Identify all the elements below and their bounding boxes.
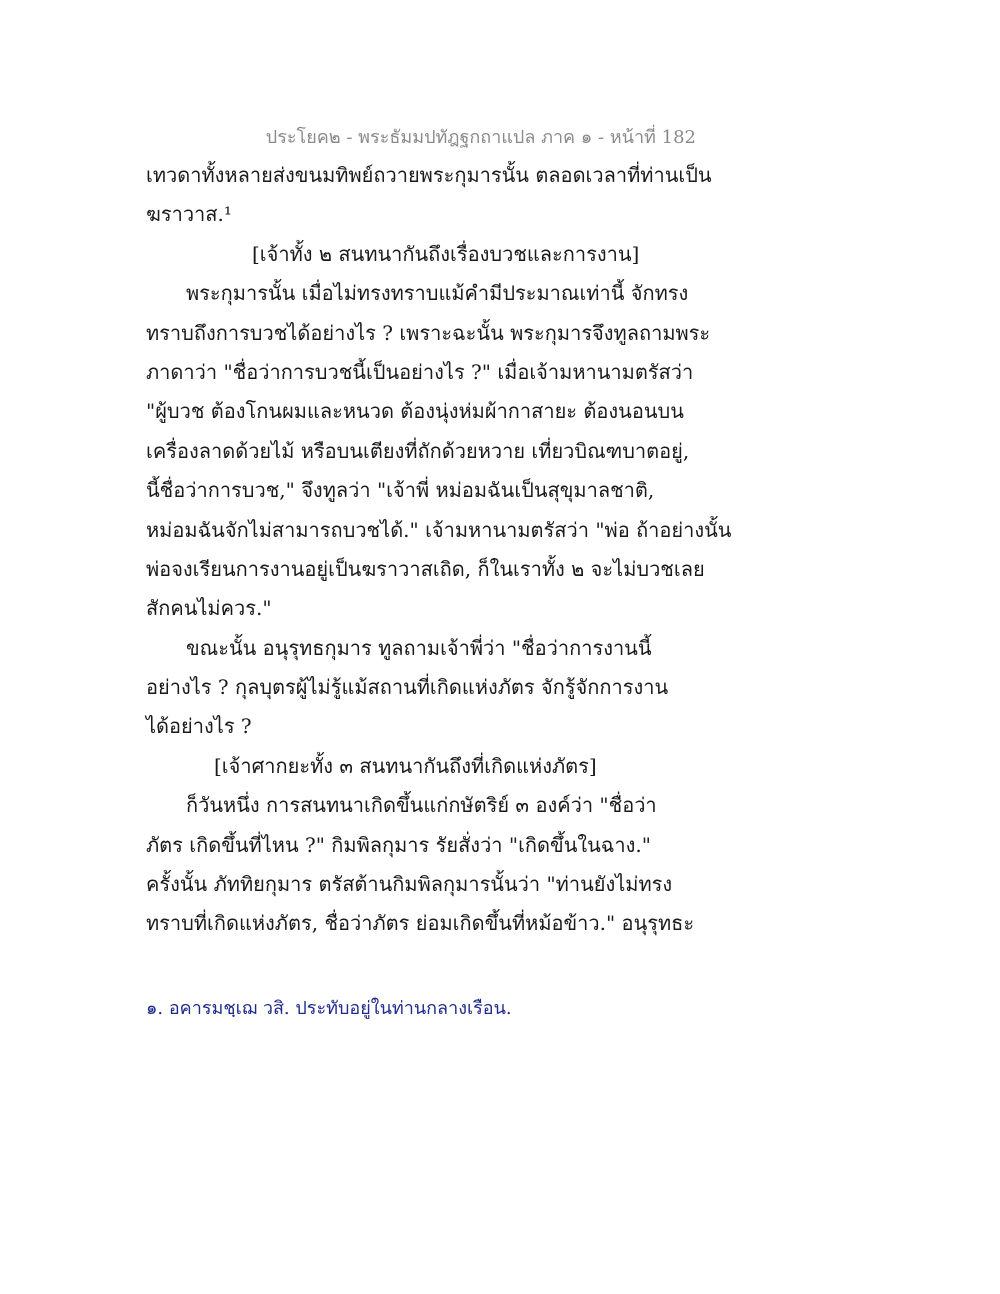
text-line: ได้อย่างไร ? — [146, 714, 252, 739]
body-text — [146, 156, 732, 944]
section-heading: [เจ้าทั้ง ๒ สนทนากันถึงเรื่องบวชและการงาน] — [252, 241, 640, 266]
section-heading: [เจ้าศากยะทั้ง ๓ สนทนากันถึงที่เกิดแห่งภัตร] — [214, 753, 597, 778]
text-line: ทราบที่เกิดแห่งภัตร, ชื่อว่าภัตร ย่อมเกิดขึ้นที่หม้อข้าว." อนุรุทธะ — [146, 911, 695, 936]
text-line: ภาดาว่า "ชื่อว่าการบวชนี้เป็นอย่างไร ?" เมื่อเจ้ามหานามตรัสว่า — [146, 359, 694, 384]
text-line: ฆราวาส.¹ — [146, 202, 232, 227]
text-line: หม่อมฉันจักไม่สามารถบวชได้." เจ้ามหานามตรัสว่า "พ่อ ถ้าอย่างนั้น — [146, 517, 732, 542]
paragraph-start: พระกุมารนั้น เมื่อไม่ทรงทราบแม้คำมีประมาณเท่านี้ จักทรง — [186, 281, 689, 306]
text-line: ภัตร เกิดขึ้นที่ไหน ?" กิมพิลกุมาร รัยสั่งว่า "เกิดขึ้นในฉาง." — [146, 832, 651, 857]
text-line: เทวดาทั้งหลายส่งขนมทิพย์ถวายพระกุมารนั้น ตลอดเวลาที่ท่านเป็น — [146, 163, 712, 187]
text-line: อย่างไร ? กุลบุตรผู้ไม่รู้แม้สถานที่เกิดแห่งภัตร จักรู้จักการงาน — [146, 675, 669, 700]
paragraph-start: ขณะนั้น อนุรุทธกุมาร ทูลถามเจ้าพี่ว่า "ชื่อว่าการงานนี้ — [186, 635, 652, 660]
footnote: ๑. อคารมชฺเฌ วสิ. ประทับอยู่ในท่านกลางเรือน. — [146, 998, 512, 1019]
paragraph-start: ก็วันหนึ่ง การสนทนาเกิดขึ้นแก่กษัตริย์ ๓ องค์ว่า "ชื่อว่า — [186, 793, 657, 818]
text-line: เครื่องลาดด้วยไม้ หรือบนเตียงที่ถักด้วยหวาย เที่ยวบิณฑบาตอยู่, — [146, 438, 690, 463]
text-line: พ่อจงเรียนการงานอยู่เป็นฆราวาสเถิด, ก็ในเราทั้ง ๒ จะไม่บวชเลย — [146, 556, 705, 581]
page-header: ประโยค๒ - พระธัมมปทัฎฐกถาแปล ภาค ๑ - หน้าที่ 182 — [265, 127, 696, 148]
text-line: "ผู้บวช ต้องโกนผมและหนวด ต้องนุ่งห่มผ้ากาสายะ ต้องนอนบน — [146, 399, 684, 424]
text-line: ทราบถึงการบวชได้อย่างไร ? เพราะฉะนั้น พระกุมารจึงทูลถามพระ — [146, 320, 711, 345]
text-line: ครั้งนั้น ภัททิยกุมาร ตรัสต้านกิมพิลกุมารนั้นว่า "ท่านยังไม่ทรง — [146, 872, 673, 897]
text-line: สักคนไม่ควร." — [146, 596, 272, 621]
text-line: นี้ชื่อว่าการบวช," จึงทูลว่า "เจ้าพี่ หม่อมฉันเป็นสุขุมาลชาติ, — [146, 478, 655, 503]
